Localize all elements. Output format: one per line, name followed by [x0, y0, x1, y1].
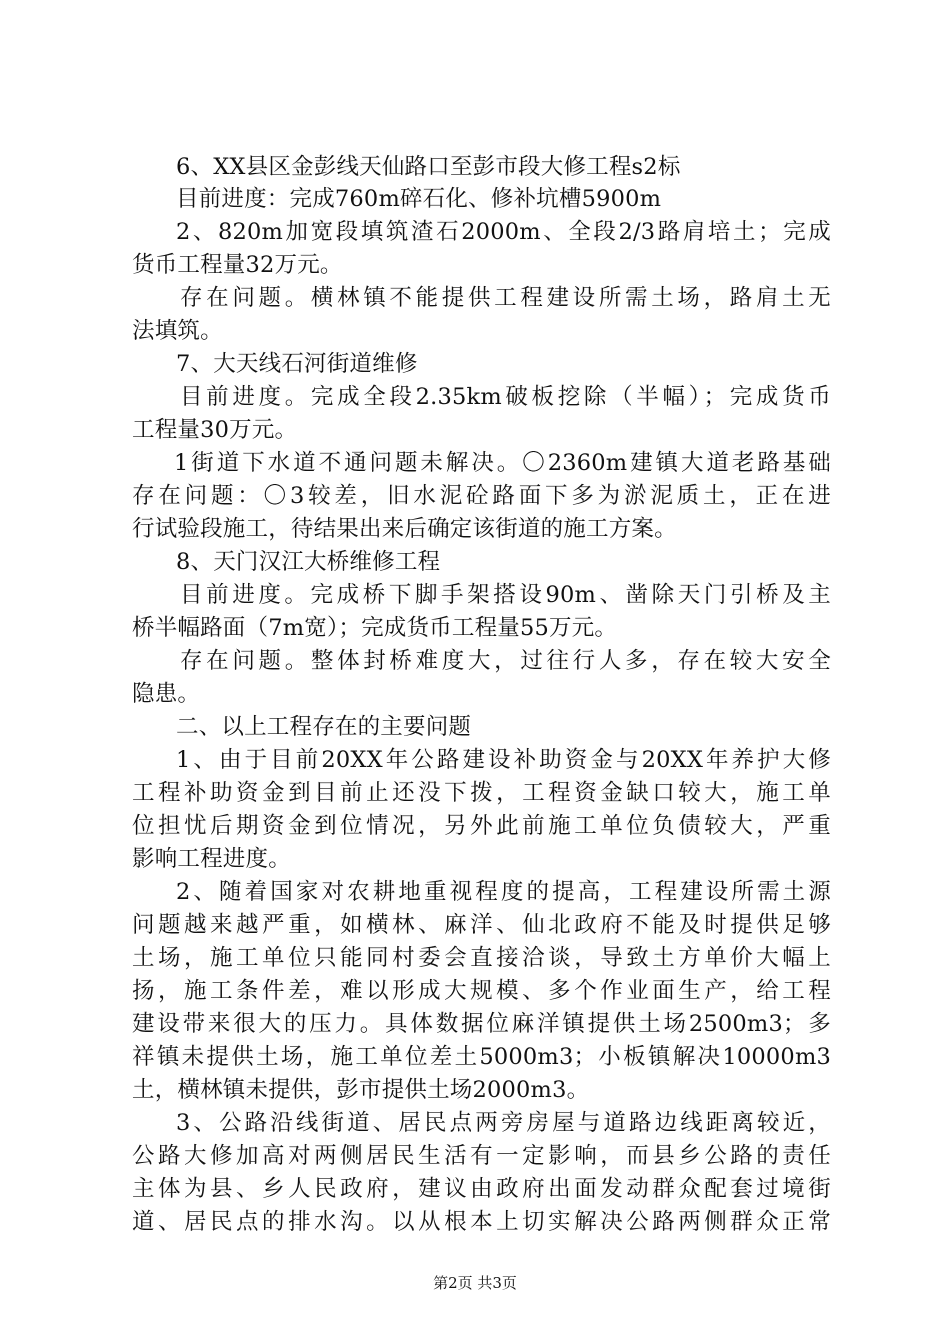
- body-line: 土场，施工单位只能同村委会直接洽谈，导致土方单价大幅上: [132, 945, 831, 971]
- body-line: 存在问题。整体封桥难度大，过往行人多，存在较大安全: [180, 648, 831, 674]
- body-line: 8、天门汉江大桥维修工程: [176, 549, 441, 575]
- body-line: 影响工程进度。: [132, 846, 291, 872]
- body-line: 位担忧后期资金到位情况，另外此前施工单位负债较大，严重: [132, 813, 831, 839]
- body-line: 目前进度：完成760m碎石化、修补坑槽5900m: [176, 186, 662, 212]
- body-line: 1、由于目前20XX年公路建设补助资金与20XX年养护大修: [176, 747, 831, 773]
- body-line: 祥镇未提供土场，施工单位差土5000m3；小板镇解决10000m3: [132, 1044, 831, 1070]
- body-line: 工程补助资金到目前止还没下拨，工程资金缺口较大，施工单: [132, 780, 831, 806]
- body-line: 目前进度。完成桥下脚手架搭设90m、凿除天门引桥及主: [180, 582, 831, 608]
- body-line: 3、公路沿线街道、居民点两旁房屋与道路边线距离较近，: [176, 1110, 831, 1136]
- body-line: 主体为县、乡人民政府，建议由政府出面发动群众配套过境街: [132, 1176, 831, 1202]
- body-line: 6、XX县区金彭线天仙路口至彭市段大修工程s2标: [176, 154, 681, 180]
- body-line: 建设带来很大的压力。具体数据位麻洋镇提供土场2500m3；多: [132, 1011, 831, 1037]
- body-line: 目前进度。完成全段2.35km破板挖除（半幅）；完成货币: [180, 384, 831, 410]
- body-line: 公路大修加高对两侧居民生活有一定影响，而县乡公路的责任: [132, 1143, 831, 1169]
- body-line: 存在问题。横林镇不能提供工程建设所需土场，路肩土无: [180, 285, 831, 311]
- body-line: 桥半幅路面（7m宽）；完成货币工程量55万元。: [132, 615, 618, 641]
- body-line: 2、820m加宽段填筑渣石2000m、全段2/3路肩培土；完成: [176, 219, 831, 245]
- body-line: 行试验段施工，待结果出来后确定该街道的施工方案。: [132, 516, 677, 542]
- body-line: 工程量30万元。: [132, 417, 298, 443]
- body-line: 隐患。: [132, 681, 201, 707]
- body-line: 货币工程量32万元。: [132, 252, 343, 278]
- body-line: 2、随着国家对农耕地重视程度的提高，工程建设所需土源: [176, 879, 831, 905]
- body-line: 法填筑。: [132, 318, 223, 344]
- section-heading: 二、以上工程存在的主要问题: [176, 714, 472, 740]
- body-line: 道、居民点的排水沟。以从根本上切实解决公路两侧群众正常: [132, 1209, 831, 1235]
- body-line: 存在问题：〇3较差，旧水泥砼路面下多为淤泥质土，正在进: [132, 483, 831, 509]
- body-line: 扬，施工条件差，难以形成大规模、多个作业面生产，给工程: [132, 978, 831, 1004]
- body-line: 7、大天线石河街道维修: [176, 351, 418, 377]
- body-line: 1街道下水道不通问题未解决。〇2360m建镇大道老路基础: [174, 450, 831, 476]
- body-line: 问题越来越严重，如横林、麻洋、仙北政府不能及时提供足够: [132, 912, 831, 938]
- page-number-footer: 第2页 共3页: [433, 1274, 517, 1292]
- body-line: 土，横林镇未提供，彭市提供土场2000m3。: [132, 1077, 590, 1103]
